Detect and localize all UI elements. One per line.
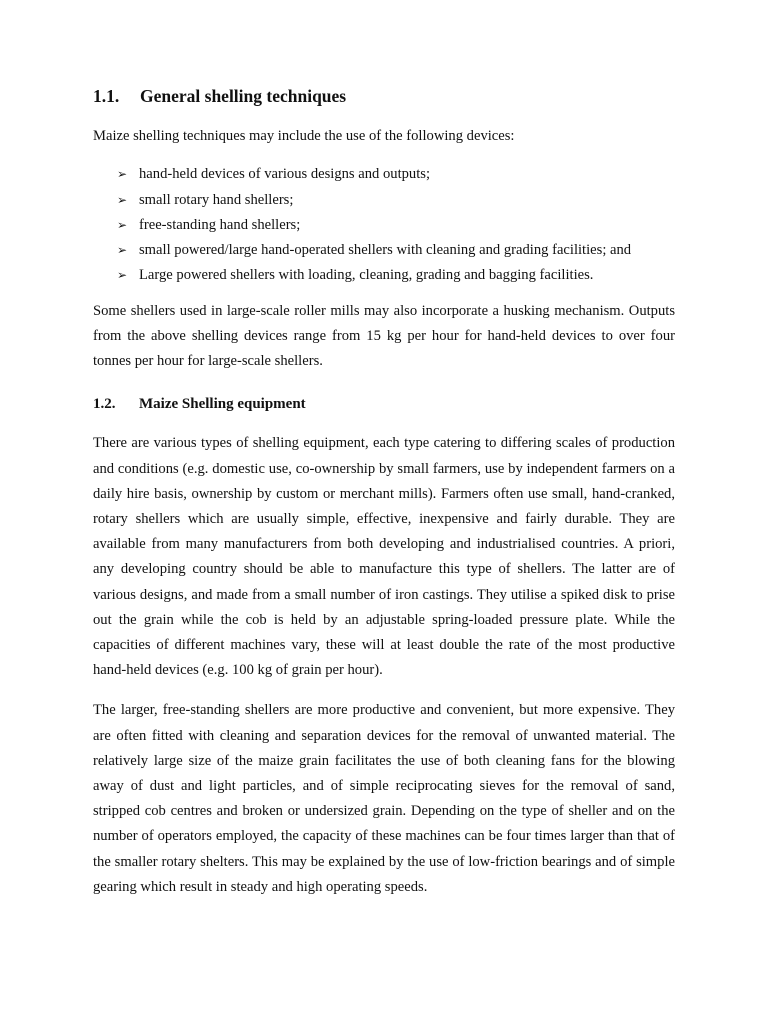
section-number: 1.2. (93, 396, 116, 413)
arrow-bullet-icon: ➢ (117, 192, 128, 207)
section-title: General shelling techniques (140, 86, 347, 106)
list-item (117, 188, 675, 213)
body-paragraph: Some shellers used in large-scale roller mills may also incorporate a husking mechanism. Outputs from the above shelling devices range from 15 kg per hour for hand-held devices to over four tonnes per hour for large-scale shellers. (93, 302, 675, 370)
list-item (117, 213, 675, 238)
list-item-text: small powered/large hand-operated shellers with cleaning and grading facilities; and (139, 242, 632, 259)
section-heading-1-1 (93, 86, 675, 107)
list-item (117, 162, 675, 187)
arrow-bullet-icon: ➢ (117, 243, 128, 258)
device-list (93, 162, 675, 288)
body-paragraph: There are various types of shelling equipment, each type catering to differing scales of production and conditions (e.g. domestic use, co-ownership by small farmers, use by independent farmers on a daily hire basis, ownership by custom or merchant mills). Farmers often use small, hand-cranked, rotary shellers which are usually simple, effective, inexpensive and fairly durable. They are available from many manufacturers from both developing and industrialised countries. A priori, any developing country should be able to manufacture this type of shellers. The latter are of various designs, and made from a small number of iron castings. They utilise a spiked disk to prise out the grain while the cob is held by an adjustable spring-loaded pressure plate. While the capacities of different machines vary, these will at least double the rate of the most productive hand-held devices (e.g. 100 kg of grain per hour). (93, 435, 675, 679)
list-item-text: Large powered shellers with loading, cleaning, grading and bagging facilities. (139, 267, 594, 284)
arrow-bullet-icon: ➢ (117, 167, 128, 182)
section-title: Maize Shelling equipment (139, 396, 306, 413)
list-item-text: free-standing hand shellers; (139, 216, 301, 233)
arrow-bullet-icon: ➢ (117, 268, 128, 283)
list-item (117, 263, 675, 288)
list-item (117, 238, 675, 263)
section-heading-1-2 (93, 396, 675, 413)
list-item-text: small rotary hand shellers; (139, 191, 294, 208)
section-number: 1.1. (93, 86, 120, 106)
body-paragraph: The larger, free-standing shellers are more productive and convenient, but more expensive. They are often fitted with cleaning and separation devices for the removal of unwanted material. The relatively large size of the maize grain facilitates the use of both cleaning fans for the blowing away of dust and light particles, and of simple reciprocating sieves for the removal of sand, stripped cob centres and broken or undersized grain. Depending on the type of sheller and on the number of operators employed, the capacity of these machines can be four times larger than that of the smaller rotary shelters. This may be explained by the use of low-friction bearings and of simple gearing which result in steady and high operating speeds. (93, 702, 675, 895)
arrow-bullet-icon: ➢ (117, 217, 128, 232)
intro-paragraph: Maize shelling techniques may include the use of the following devices: (93, 128, 515, 144)
list-item-text: hand-held devices of various designs and outputs; (139, 166, 431, 183)
